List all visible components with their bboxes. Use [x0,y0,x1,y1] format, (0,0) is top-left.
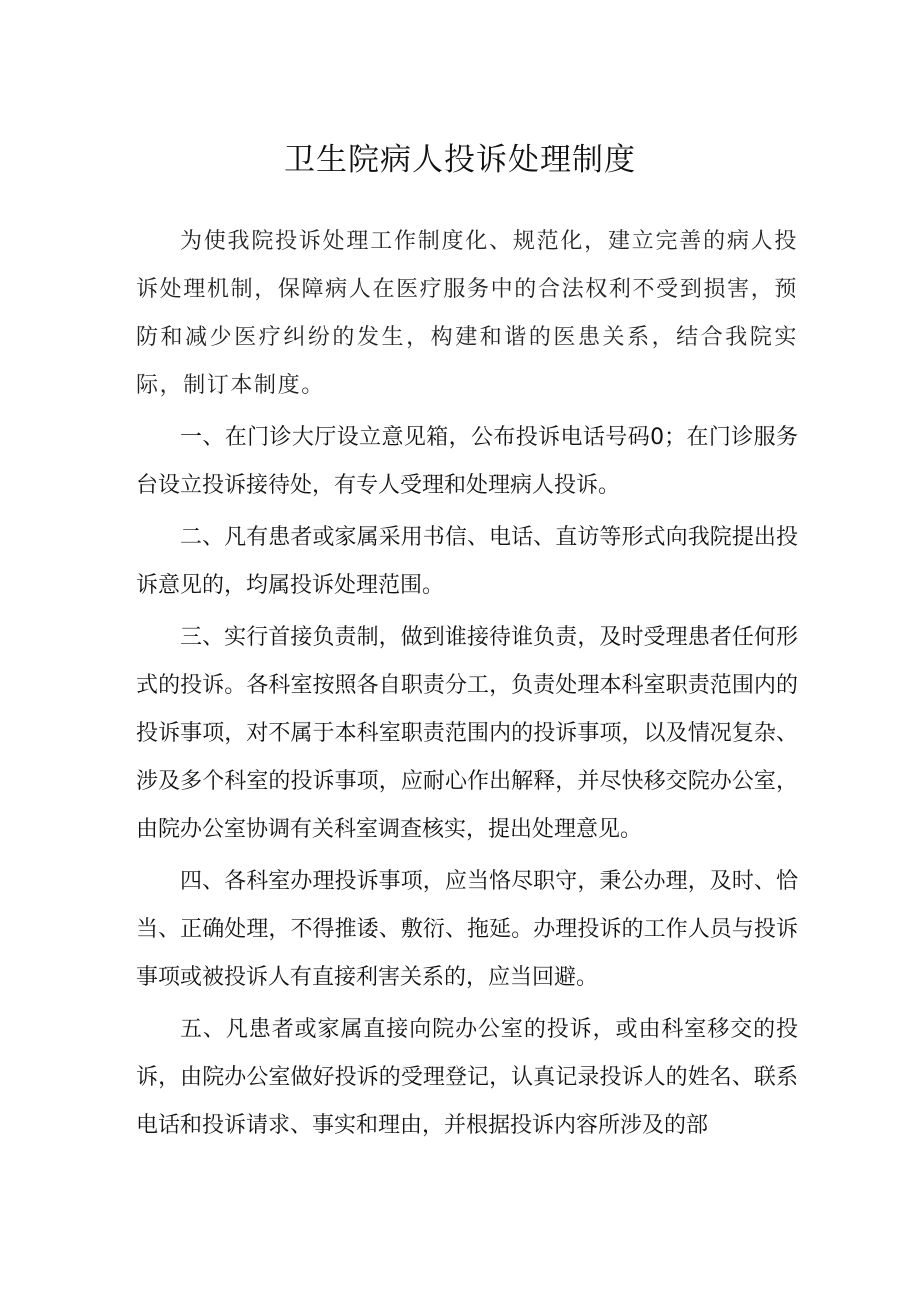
clause-paragraph-2: 二、凡有患者或家属采用书信、电话、直访等形式向我院提出投诉意见的，均属投诉处理范围。 [136,525,798,598]
clause-paragraph-4: 四、各科室办理投诉事项，应当恪尽职守，秉公办理，及时、恰当、正确处理，不得推诿、敷衍、拖延。办理投诉的工作人员与投诉事项或被投诉人有直接利害关系的，应当回避。 [136,869,798,990]
clause-paragraph-1: 一、在门诊大厅设立意见箱，公布投诉电话号码0；在门诊服务台设立投诉接待处，有专人受理和处理病人投诉。 [136,425,798,498]
document-title: 卫生院病人投诉处理制度 [284,142,636,178]
document-body [136,218,798,1150]
clause-paragraph-5: 五、凡患者或家属直接向院办公室的投诉，或由科室移交的投诉，由院办公室做好投诉的受理登记，认真记录投诉人的姓名、联系电话和投诉请求、事实和理由，并根据投诉内容所涉及的部 [136,1017,798,1138]
clause-paragraph-3: 三、实行首接负责制，做到谁接待谁负责，及时受理患者任何形式的投诉。各科室按照各自职责分工，负责处理本科室职责范围内的投诉事项，对不属于本科室职责范围内的投诉事项，以及情况复杂、涉及多个科室的投诉事项，应耐心作出解释，并尽快移交院办公室，由院办公室协调有关科室调查核实，提出处理意见。 [136,625,798,842]
intro-paragraph: 为使我院投诉处理工作制度化、规范化，建立完善的病人投诉处理机制，保障病人在医疗服务中的合法权利不受到损害，预防和减少医疗纠纷的发生，构建和谐的医患关系，结合我院实际，制订本制度。 [136,229,798,398]
